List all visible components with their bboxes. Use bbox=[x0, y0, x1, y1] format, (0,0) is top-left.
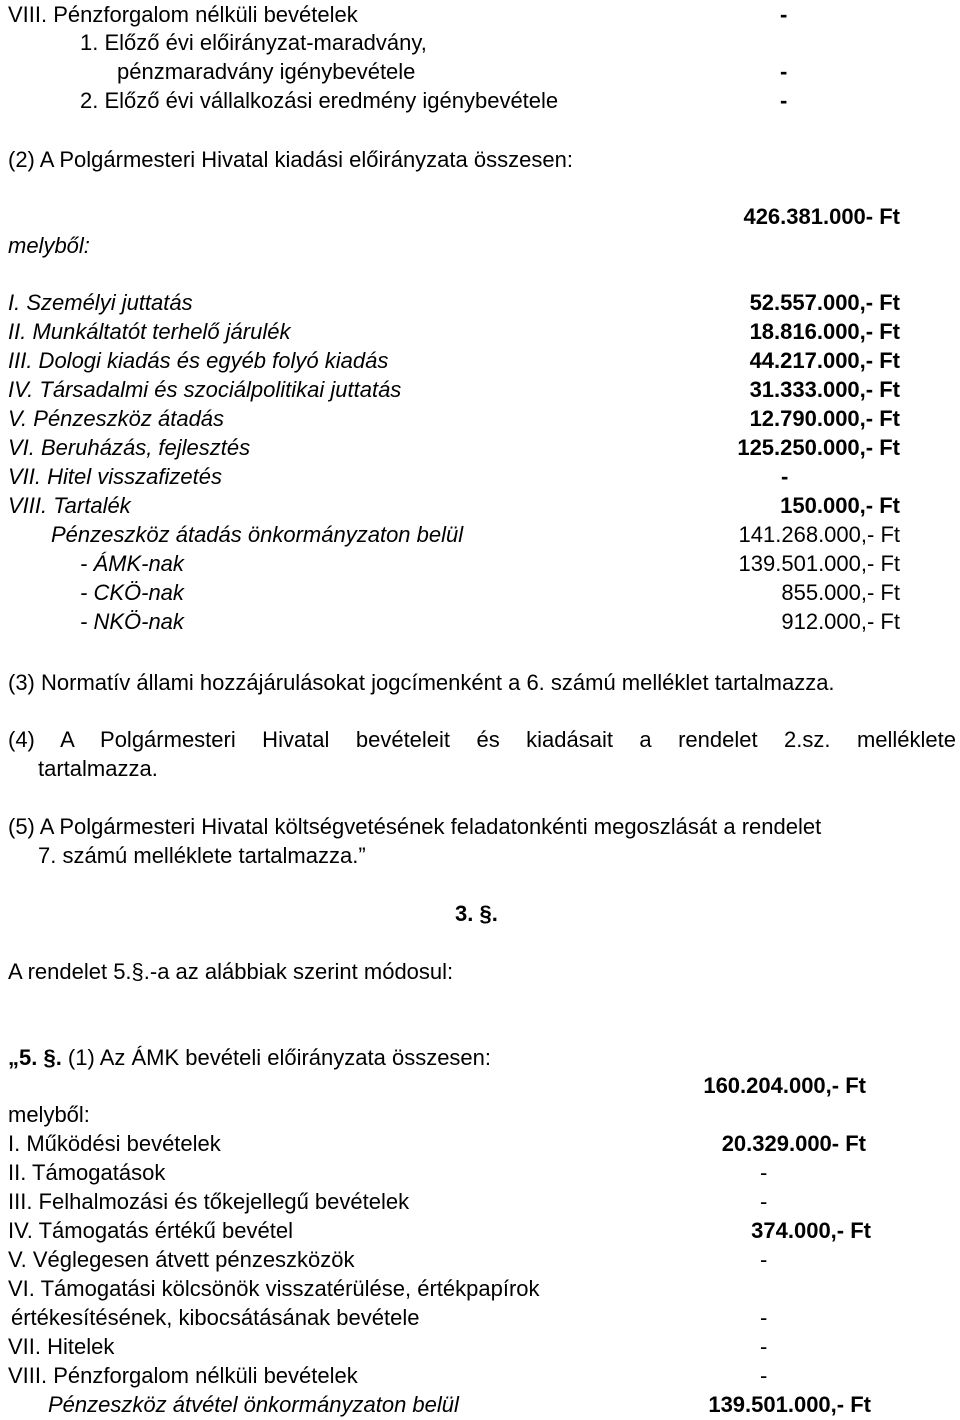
paragraph-3: (3) Normatív állami hozzájárulásokat jogcímenként a 6. számú melléklet tartalmazza. bbox=[8, 670, 835, 695]
expense-label: I. Személyi juttatás bbox=[8, 290, 193, 315]
income-value: - bbox=[760, 1363, 768, 1388]
income-label: VIII. Pénzforgalom nélküli bevételek bbox=[8, 1363, 358, 1388]
expense-value: 31.333.000,- Ft bbox=[749, 377, 900, 402]
income-value: 20.329.000- Ft bbox=[721, 1131, 866, 1156]
expense-value: 150.000,- Ft bbox=[780, 493, 900, 518]
expense-label: II. Munkáltatót terhelő járulék bbox=[8, 319, 291, 344]
top-line-1-value: - bbox=[780, 59, 788, 84]
section-2-melybol: melyből: bbox=[8, 233, 90, 258]
transfer-value: 139.501.000,- Ft bbox=[738, 551, 900, 576]
income-label-vi-line-1: VI. Támogatási kölcsönök visszatérülése, értékpapírok bbox=[8, 1276, 540, 1301]
section-5-heading-text: (1) Az ÁMK bevételi előirányzata összesen: bbox=[61, 1045, 492, 1070]
section-2-total: 426.381.000- Ft bbox=[743, 204, 900, 229]
income-label: I. Működési bevételek bbox=[8, 1131, 221, 1156]
transfer-value: 855.000,- Ft bbox=[781, 580, 900, 605]
paragraph-4-line-1: (4) A Polgármesteri Hivatal bevételeit és kiadásait a rendelet 2.sz. melléklete bbox=[8, 727, 956, 752]
expense-label: V. Pénzeszköz átadás bbox=[8, 406, 225, 431]
income-label: VII. Hitelek bbox=[8, 1334, 115, 1359]
income-value: - bbox=[760, 1305, 768, 1330]
section-3-title: 3. §. bbox=[455, 901, 498, 926]
top-line-2: 2. Előző évi vállalkozási eredmény igénybevétele bbox=[80, 88, 559, 113]
expense-label: VII. Hitel visszafizetés bbox=[8, 464, 222, 489]
section-5-total: 160.204.000,- Ft bbox=[703, 1073, 866, 1098]
top-line-viii-value: - bbox=[780, 2, 788, 27]
transfer-value: 141.268.000,- Ft bbox=[738, 522, 900, 547]
transfer-label: - ÁMK-nak bbox=[80, 551, 184, 576]
income-value: - bbox=[760, 1189, 768, 1214]
income-value: - bbox=[760, 1334, 768, 1359]
top-line-2-value: - bbox=[780, 88, 788, 113]
income-value: 374.000,- Ft bbox=[751, 1218, 871, 1243]
transfer-value: 912.000,- Ft bbox=[781, 609, 900, 634]
expense-label: VIII. Tartalék bbox=[8, 493, 131, 518]
income-value: - bbox=[760, 1247, 768, 1272]
section-5-heading bbox=[8, 1045, 491, 1071]
section-5-melybol: melyből: bbox=[8, 1102, 90, 1127]
expense-label: VI. Beruházás, fejlesztés bbox=[8, 435, 251, 460]
expense-label: III. Dologi kiadás és egyéb folyó kiadás bbox=[8, 348, 389, 373]
paragraph-5-line-2: 7. számú melléklete tartalmazza.” bbox=[38, 843, 366, 868]
transfer-label: - CKÖ-nak bbox=[80, 580, 184, 605]
top-line-1b: pénzmaradvány igénybevétele bbox=[117, 59, 416, 84]
income-label: III. Felhalmozási és tőkejellegű bevételek bbox=[8, 1189, 410, 1214]
expense-value: 12.790.000,- Ft bbox=[749, 406, 900, 431]
transfer-label: - NKÖ-nak bbox=[80, 609, 184, 634]
income-label: IV. Támogatás értékű bevétel bbox=[8, 1218, 293, 1243]
income-transfer-value: 139.501.000,- Ft bbox=[708, 1392, 871, 1417]
transfer-label: Pénzeszköz átadás önkormányzaton belül bbox=[51, 522, 464, 547]
income-transfer-label: Pénzeszköz átvétel önkormányzaton belül bbox=[48, 1392, 459, 1417]
top-line-viii: VIII. Pénzforgalom nélküli bevételek bbox=[8, 2, 358, 27]
income-label: V. Véglegesen átvett pénzeszközök bbox=[8, 1247, 355, 1272]
expense-value: 125.250.000,- Ft bbox=[737, 435, 900, 460]
income-label-vi-line-2: értékesítésének, kibocsátásának bevétele bbox=[11, 1305, 420, 1330]
paragraph-4-line-2: tartalmazza. bbox=[38, 756, 158, 781]
paragraph-5-line-1: (5) A Polgármesteri Hivatal költségvetésének feladatonkénti megoszlását a rendelet bbox=[8, 814, 822, 839]
section-5-heading-number: „5. §. bbox=[8, 1045, 62, 1070]
expense-value: 52.557.000,- Ft bbox=[749, 290, 900, 315]
expense-value: - bbox=[781, 464, 789, 489]
expense-value: 18.816.000,- Ft bbox=[749, 319, 900, 344]
income-label: II. Támogatások bbox=[8, 1160, 166, 1185]
section-2-heading: (2) A Polgármesteri Hivatal kiadási előirányzata összesen: bbox=[8, 147, 573, 172]
expense-value: 44.217.000,- Ft bbox=[749, 348, 900, 373]
top-line-1a: 1. Előző évi előirányzat-maradvány, bbox=[80, 30, 427, 55]
expense-label: IV. Társadalmi és szociálpolitikai juttatás bbox=[8, 377, 402, 402]
income-value: - bbox=[760, 1160, 768, 1185]
section-3-intro: A rendelet 5.§.-a az alábbiak szerint módosul: bbox=[8, 959, 454, 984]
